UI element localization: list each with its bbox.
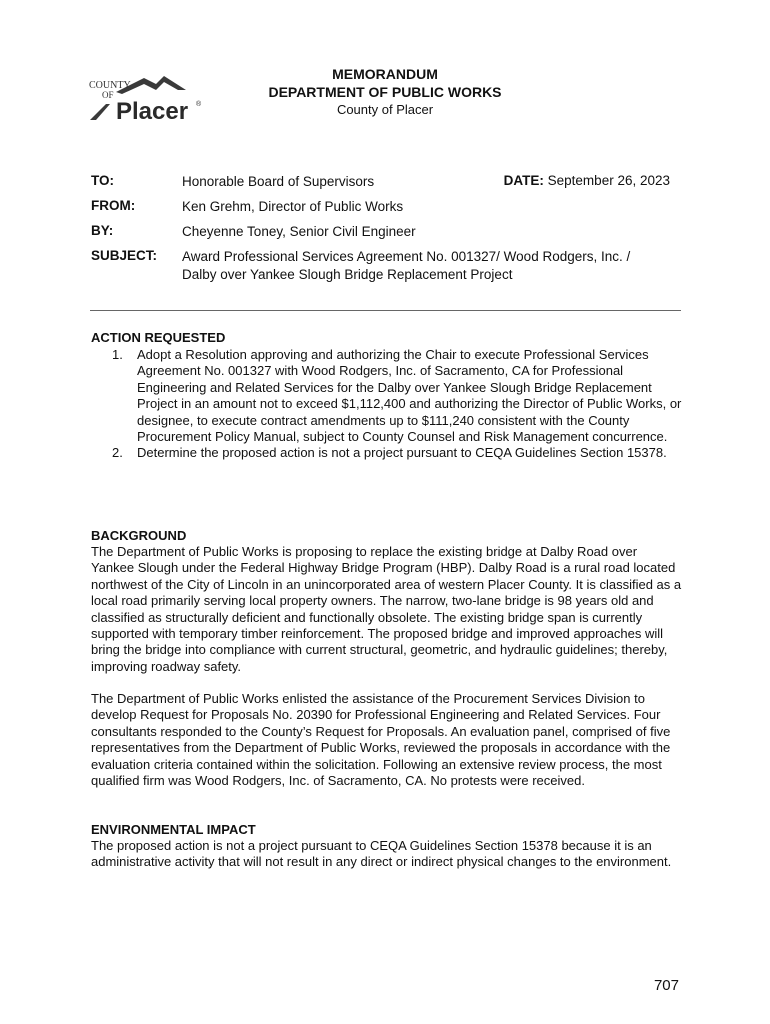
logo-county-text: COUNTY bbox=[89, 80, 131, 91]
logo-registered-mark: ® bbox=[196, 101, 202, 108]
action-requested-heading: ACTION REQUESTED bbox=[91, 330, 226, 345]
background-paragraph-2: The Department of Public Works enlisted the assistance of the Procurement Services Division to develop Request for Proposals No. 20390 for Professional Engineering and Related Services. Four consultants responded to the County’s Request for Proposals. An evaluation panel, comprised of five representatives from the Department of Public Works, reviewed the proposals in accordance with the evaluation criteria contained within the solicitation. Following an extensive review process, the most qualified firm was Wood Rodgers, Inc. of Sacramento, CA. No protests were received. bbox=[91, 691, 671, 789]
background-heading: BACKGROUND bbox=[91, 528, 187, 543]
list-item bbox=[91, 347, 683, 445]
list-item-text: Determine the proposed action is not a project pursuant to CEQA Guidelines Section 15378. bbox=[137, 445, 667, 461]
to-value: Honorable Board of Supervisors bbox=[182, 174, 375, 189]
action-list bbox=[91, 347, 683, 462]
by-label: BY: bbox=[91, 223, 114, 238]
list-item bbox=[91, 445, 683, 461]
to-label: TO: bbox=[91, 173, 114, 188]
list-item-number: 1. bbox=[112, 347, 123, 362]
from-label: FROM: bbox=[91, 198, 136, 213]
page-number: 707 bbox=[653, 977, 679, 994]
list-item-text: Adopt a Resolution approving and authorizing the Chair to execute Professional Services Agreement No. 001327 with Wood Rodgers, Inc. of Sacramento, CA for Professional Engineering and Related Services for the Dalby over Yankee Slough Bridge Replacement Project in an amount not to exceed $1,112,400 and authorizing the Director of Public Works, or designee, to execute contract amendments up to $111,240 consistent with the County Procurement Policy Manual, subject to County Counsel and Risk Management concurrence. bbox=[137, 347, 682, 445]
department-title: DEPARTMENT OF PUBLIC WORKS bbox=[268, 84, 502, 100]
list-item-number: 2. bbox=[112, 445, 123, 461]
subject-line-2: Dalby over Yankee Slough Bridge Replacement Project bbox=[182, 267, 513, 282]
county-subtitle: County of Placer bbox=[336, 102, 434, 117]
date-field bbox=[504, 173, 670, 188]
header-divider bbox=[90, 310, 681, 311]
background-paragraph-1: The Department of Public Works is proposing to replace the existing bridge at Dalby Road over Yankee Slough under the Federal Highway Bridge Program (HBP). Dalby Road is a rural road located northwest of the City of Lincoln in an unincorporated area of western Placer County. It is classified as a local road primarily serving local property owners. The narrow, two-lane bridge is 98 years old and classified as structurally deficient and functionally obsolete. The existing bridge span is currently supported with temporary timber reinforcement. The proposed bridge and improved approaches will bring the bridge into compliance with current structural, geometric, and hydraulic guidelines; thereby, improving roadway safety. bbox=[91, 544, 682, 674]
date-label: DATE: bbox=[503, 173, 544, 188]
subject-label: SUBJECT: bbox=[91, 248, 158, 263]
from-value: Ken Grehm, Director of Public Works bbox=[182, 199, 404, 214]
environmental-paragraph: The proposed action is not a project pursuant to CEQA Guidelines Section 15378 because it is an administrative activity that will not result in any direct or indirect physical changes to the environment. bbox=[91, 838, 672, 870]
date-value: September 26, 2023 bbox=[547, 173, 670, 188]
memo-title: MEMORANDUM bbox=[332, 66, 438, 82]
environmental-impact-heading: ENVIRONMENTAL IMPACT bbox=[91, 822, 256, 837]
by-value: Cheyenne Toney, Senior Civil Engineer bbox=[182, 224, 416, 239]
logo-of-text: OF bbox=[102, 90, 114, 100]
logo-placer-text: Placer bbox=[116, 98, 189, 125]
subject-line-1: Award Professional Services Agreement No. 001327/ Wood Rodgers, Inc. / bbox=[182, 249, 631, 264]
